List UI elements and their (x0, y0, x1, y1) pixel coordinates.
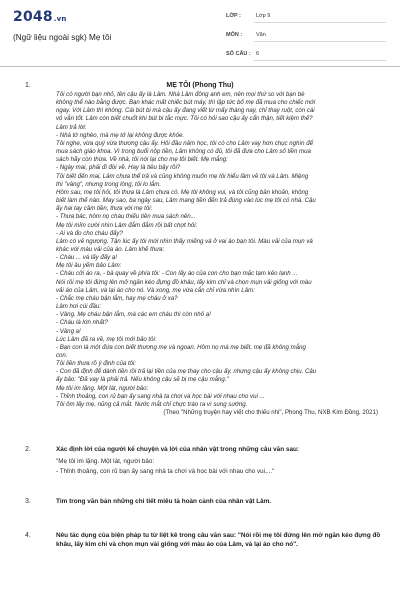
logo-suffix: .vn (53, 15, 67, 23)
story-line: ngay. Với Lâm thì không. Cái bút bi mà cậu ấy đang viết từ mấy tháng nay, chỉ thay ruột, còn cái (56, 107, 315, 115)
story-line: Tôi nghe, vừa quý vừa thương cậu ấy. Hôi đầu năm học, tôi có cho Lâm vay hơn chục nghìn để (56, 139, 313, 147)
quote-line: - Thỉnh thoảng, con rủ bạn ấy sang nhà ta chơi và học bài với nhau cho vui,..." (56, 468, 275, 475)
story-line: - Vâng ạ! (56, 327, 81, 335)
page-header (0, 0, 400, 64)
story-line: vải áo của Lâm, và lại áo cho nó. Và xong, mẹ vừa cắn chỉ vừa nhìn Lâm: (56, 286, 255, 294)
meta-row-class (226, 8, 386, 27)
story-line: Tôi có người bạn nhỏ, tên cậu ấy là Lâm. Nhà Lâm đông anh em, nên mọi thứ so với bạn bè (56, 91, 305, 98)
story-line: Lâm có vẻ ngượng. Tận lúc ấy tôi mới nhìn thấy miếng vá ở vai áo bạn tôi. Màu vải của mụn vá (56, 237, 313, 245)
story-line: - Cháu cởi áo ra, - bà quay về phía tôi: - Con lấy áo của con cho bạn mặc tạm kẻo lạnh ... (56, 270, 298, 278)
question-number: 1. (25, 82, 31, 89)
question-text: Nêu tác dụng của biện pháp tu từ liệt kê trong câu văn sau: "Nói rồi mẹ tôi đứng lên mở ngăn kéo đựng đồ khâu, lấy kim chỉ và chọn mụn vải giống với màu áo của Lâm, và lại áo cho nó". (56, 532, 381, 548)
story-line: Tôi ôm lấy mẹ, nũng cả mắt. Nước mắt chỉ chực trào ra vì sung sướng. (56, 400, 248, 408)
story-line: sách hãy còn thừa. Về nhà, tôi nói lại cho mẹ tôi biết. Mẹ mắng: (56, 156, 228, 164)
meta-row-count (226, 46, 386, 65)
story-line: - Nhà tớ nghèo, mà mẹ tớ lại không được khỏe. (56, 131, 185, 139)
story-line: không thể nào bằng được. Bạn khác mất chiếc bút máy, thì lập tức bố mẹ đã mua cho chiếc mới (56, 99, 316, 107)
meta-row-subject (226, 27, 386, 46)
story-source: (Theo "Những truyện hay viết cho thiếu nhi", Phong Thu, NXB Kim Đồng, 2021) (163, 409, 378, 417)
story-line: khác với màu vải của áo. Lâm khẽ thưa: (56, 245, 165, 253)
story-line: Lúc Lâm đã ra về, mẹ tôi mới bảo tôi: (56, 335, 157, 343)
meta-value: Văn (256, 32, 266, 38)
story-line: Lâm hơi cúi đầu: (56, 303, 102, 311)
story-line: Tôi biết đến mai, Lâm chưa thể trả và cũng không muốn mẹ tôi hiểu lầm về tôi và Lâm. Miệng (56, 172, 309, 180)
story-line: - Thỉnh thoảng, con rủ bạn ấy sang nhà ta chơi và học bài với nhau cho vui ... (56, 392, 265, 400)
story-line: - Vâng. Mẹ cháu bận lắm, mà các em cháu thì còn nhỏ ạ! (56, 311, 211, 319)
meta-underline (254, 22, 386, 23)
story-line: mua sách giáo khoa. Vì trong buổi nộp tiền, Lâm không có đủ, tôi đã đưa cho Lâm số tiền mua (56, 148, 311, 156)
story-title: MẸ TÔI (Phong Thu) (166, 82, 234, 89)
story-line: con. (56, 352, 68, 359)
question-text: Xác định lời của người kể chuyện và lời của nhân vật trong những câu văn sau: (56, 446, 300, 453)
story-line: - Bạn con là một đứa con biết thương mẹ và ngoan. Hôm nọ mà mẹ biết, mẹ đã không mắng (56, 343, 306, 351)
story-line: thì "vâng", nhưng trong lòng, tôi lo lắm. (56, 180, 162, 188)
story-line: - Con đã định để dành tiền rồi trả lại tiền của mẹ thay cho cậu ấy, nhưng cậu ấy không chịu. Cậu (56, 368, 317, 376)
story-line: ấy hai tay cầm tiền, thưa với mẹ tôi: (56, 205, 153, 213)
meta-info (226, 8, 386, 65)
story-line: - Ngày mai, phải đi đòi về. Hay là tiêu bậy rồi? (56, 164, 181, 172)
story-line: - Cháu là lớn nhất? (56, 319, 108, 327)
meta-label: MÔN : (226, 32, 243, 38)
story-line: - Ai và đo cho cháu đấy? (56, 229, 123, 237)
story-line: Hôm sau, mẹ tôi hỏi, tôi thưa là Lâm chưa có. Mẹ tôi không vui, và tôi cũng băn khoăn, không (56, 188, 309, 196)
story-line: Nói rồi mẹ tôi đứng lên mở ngăn kéo đựng đồ khâu, lấy kim chỉ và chọn mụn vải giống với màu (56, 278, 312, 286)
site-logo[interactable] (13, 9, 67, 25)
meta-underline (254, 41, 386, 42)
meta-underline (254, 60, 386, 61)
story-line: Mẹ tôi mỉm cười nhìn Lâm đắm đắm rồi bất chợt hỏi: (56, 221, 198, 229)
question-number: 2. (25, 446, 31, 453)
quote-line: "Mẹ tôi im lặng. Một lát, người bảo: (56, 458, 155, 465)
story-line: - Thưa bác, hôm nọ cháu thiếu tiền mua sách nên... (56, 213, 196, 221)
story-line: vỏ vẫn tốt. Lâm còn biết chuốt khi bút bi tắc mực. Tôi có hỏi sao cậu ấy cẩn thận, tiết kiệm thế? (56, 115, 313, 123)
logo-main: 2048 (13, 9, 53, 25)
story-line: biết làm thế nào. May sao, ba ngày sau, Lâm mang tiền đến trả đúng vào lúc mẹ tôi có nhà. Cậu (56, 197, 316, 205)
story-line: Tôi liền thưa rõ ý định của tôi: (56, 360, 137, 368)
story-line: Mẹ tôi âu yếm bảo Lâm: (56, 262, 122, 270)
meta-label: LỚP : (226, 13, 241, 19)
lesson-title: (Ngữ liệu ngoài sgk) Mẹ tôi (13, 33, 112, 42)
story-line: - Chắc mẹ cháu bận lắm, hay mẹ cháu ở xa? (56, 294, 178, 302)
header-divider (0, 66, 400, 67)
question-text: Tìm trong văn bản những chi tiết miêu tả hoàn cảnh của nhân vật Lâm. (56, 498, 272, 505)
story-line: ấy bảo: "Đã vay là phải trả. Nếu không cậu sẽ bị mẹ cậu mắng." (56, 376, 229, 384)
meta-value: Lớp 9 (256, 13, 271, 19)
meta-label: SỐ CÂU : (226, 51, 251, 57)
question-number: 4. (25, 532, 31, 539)
meta-value: 6 (256, 51, 260, 57)
story-line: - Cháu ... vá lấy đấy ạ! (56, 254, 117, 262)
story-text (56, 91, 382, 417)
story-line: Lâm trả lời: (56, 123, 87, 131)
story-line: Mẹ tôi im lặng. Một lát, người bảo: (56, 384, 149, 392)
question-number: 3. (25, 498, 31, 505)
